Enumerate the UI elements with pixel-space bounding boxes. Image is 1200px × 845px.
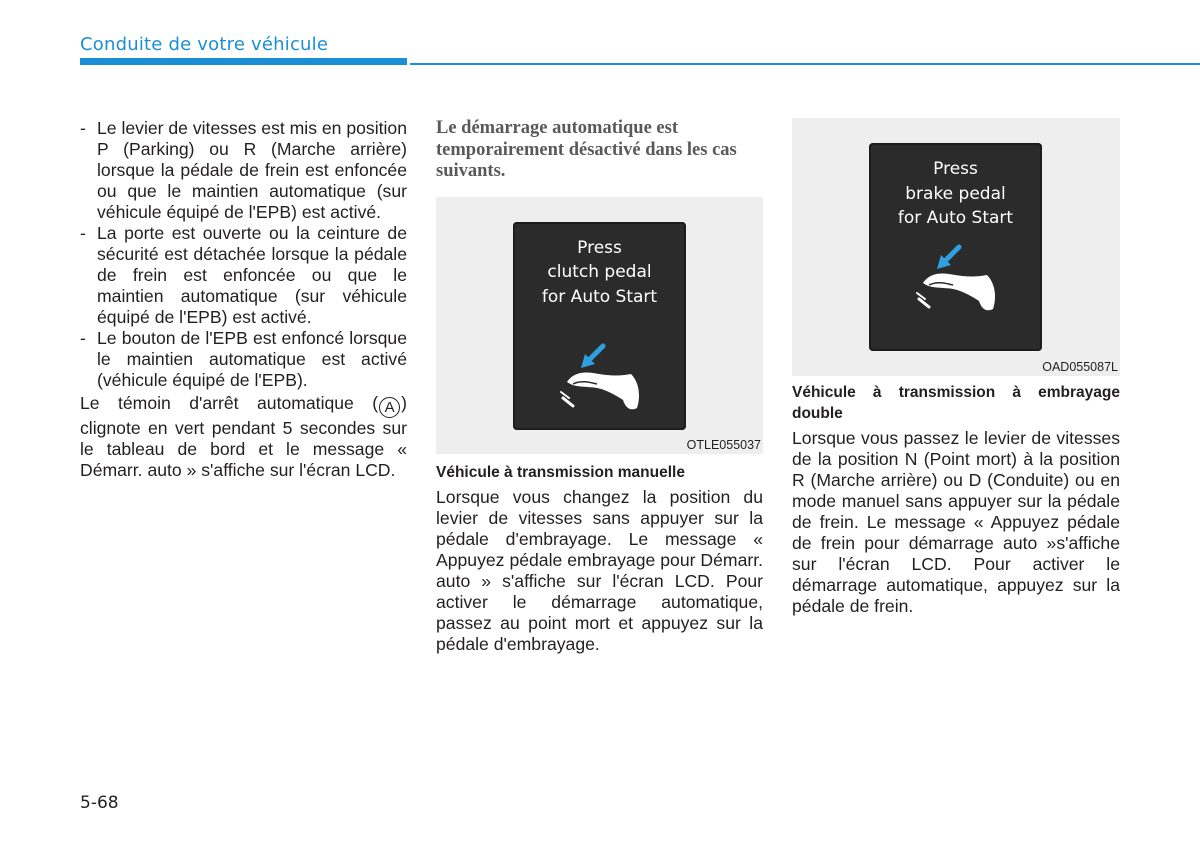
header-title: Conduite de votre véhicule [80, 34, 329, 55]
column-middle [436, 118, 763, 655]
lcd-line: Press [577, 237, 622, 258]
lcd-message [869, 157, 1042, 231]
figure-caption: Véhicule à transmission manuelle [436, 463, 685, 481]
lcd-line: for Auto Start [541, 286, 658, 307]
lcd-line: brake pedal [905, 183, 1006, 204]
paragraph-text-start: Le témoin d'arrêt automatique ( [80, 393, 379, 413]
lcd-line: for Auto Start [897, 208, 1014, 228]
header-rule-thin [410, 63, 1200, 65]
press-arrow-icon [937, 247, 959, 269]
page-number: 5-68 [80, 793, 119, 813]
figure-caption: Véhicule à transmission à embrayage double [792, 384, 1120, 422]
list-item: - La porte est ouverte ou la ceinture de sécurité est détachée lorsque la pédale de frein est enfoncée ou que le maintien automatique (sur véhicule équipé de l'EPB) est activé. [80, 223, 407, 328]
figure-code: OAD055087L [1042, 360, 1118, 374]
auto-stop-paragraph [80, 393, 407, 481]
foot-on-pedal-icon [559, 340, 644, 415]
lcd-line: Press [933, 159, 978, 179]
header-rule-thick [80, 58, 407, 65]
column-left [80, 118, 407, 481]
figure-brake-display [792, 118, 1120, 376]
auto-stop-indicator-icon: A [379, 397, 400, 418]
condition-list [80, 118, 407, 391]
press-arrow-icon [581, 346, 603, 368]
section-heading: Le démarrage automatique est temporairement désactivé dans les cas suivants. [436, 118, 737, 181]
list-item: - Le levier de vitesses est mis en position P (Parking) ou R (Marche arrière) lorsque la pédale de frein est enfoncée ou que le maintien automatique (sur véhicule équipé de l'EPB) est activé. [80, 118, 407, 223]
body-paragraph: Lorsque vous changez la position du levier de vitesses sans appuyer sur la pédale d'embrayage. Le message « Appuyez pédale embrayage pour Démarr. auto » s'affiche sur l'écran LCD. Pour activer le démarrage automatique, passez au point mort et appuyez sur la pédale d'embrayage. [436, 486, 763, 654]
lcd-screen [513, 222, 686, 430]
column-right [792, 118, 1120, 617]
lcd-message [513, 236, 686, 310]
body-paragraph: Lorsque vous passez le levier de vitesses de la position N (Point mort) à la position R (Marche arrière) ou D (Conduite) ou en mode manuel sans appuyer sur la pédale de frein. Le message « Appuyez pédale de frein pour démarrage auto »s'affiche sur l'écran LCD. Pour activer le démarrage automatique, appuyez sur la pédale de frein. [792, 428, 1120, 616]
foot-on-pedal-icon [915, 241, 1000, 316]
lcd-screen [869, 143, 1042, 351]
lcd-line: clutch pedal [547, 262, 652, 282]
figure-clutch-display [436, 197, 763, 454]
figure-code: OTLE055037 [686, 437, 761, 452]
paragraph-text-end: ) clignote en vert pendant 5 secondes sur le tableau de bord et le message « Démarr. auto » s'affiche sur l'écran LCD. [80, 393, 407, 480]
list-item: - Le bouton de l'EPB est enfoncé lorsque le maintien automatique est activé (véhicule équipé de l'EPB). [80, 328, 407, 391]
